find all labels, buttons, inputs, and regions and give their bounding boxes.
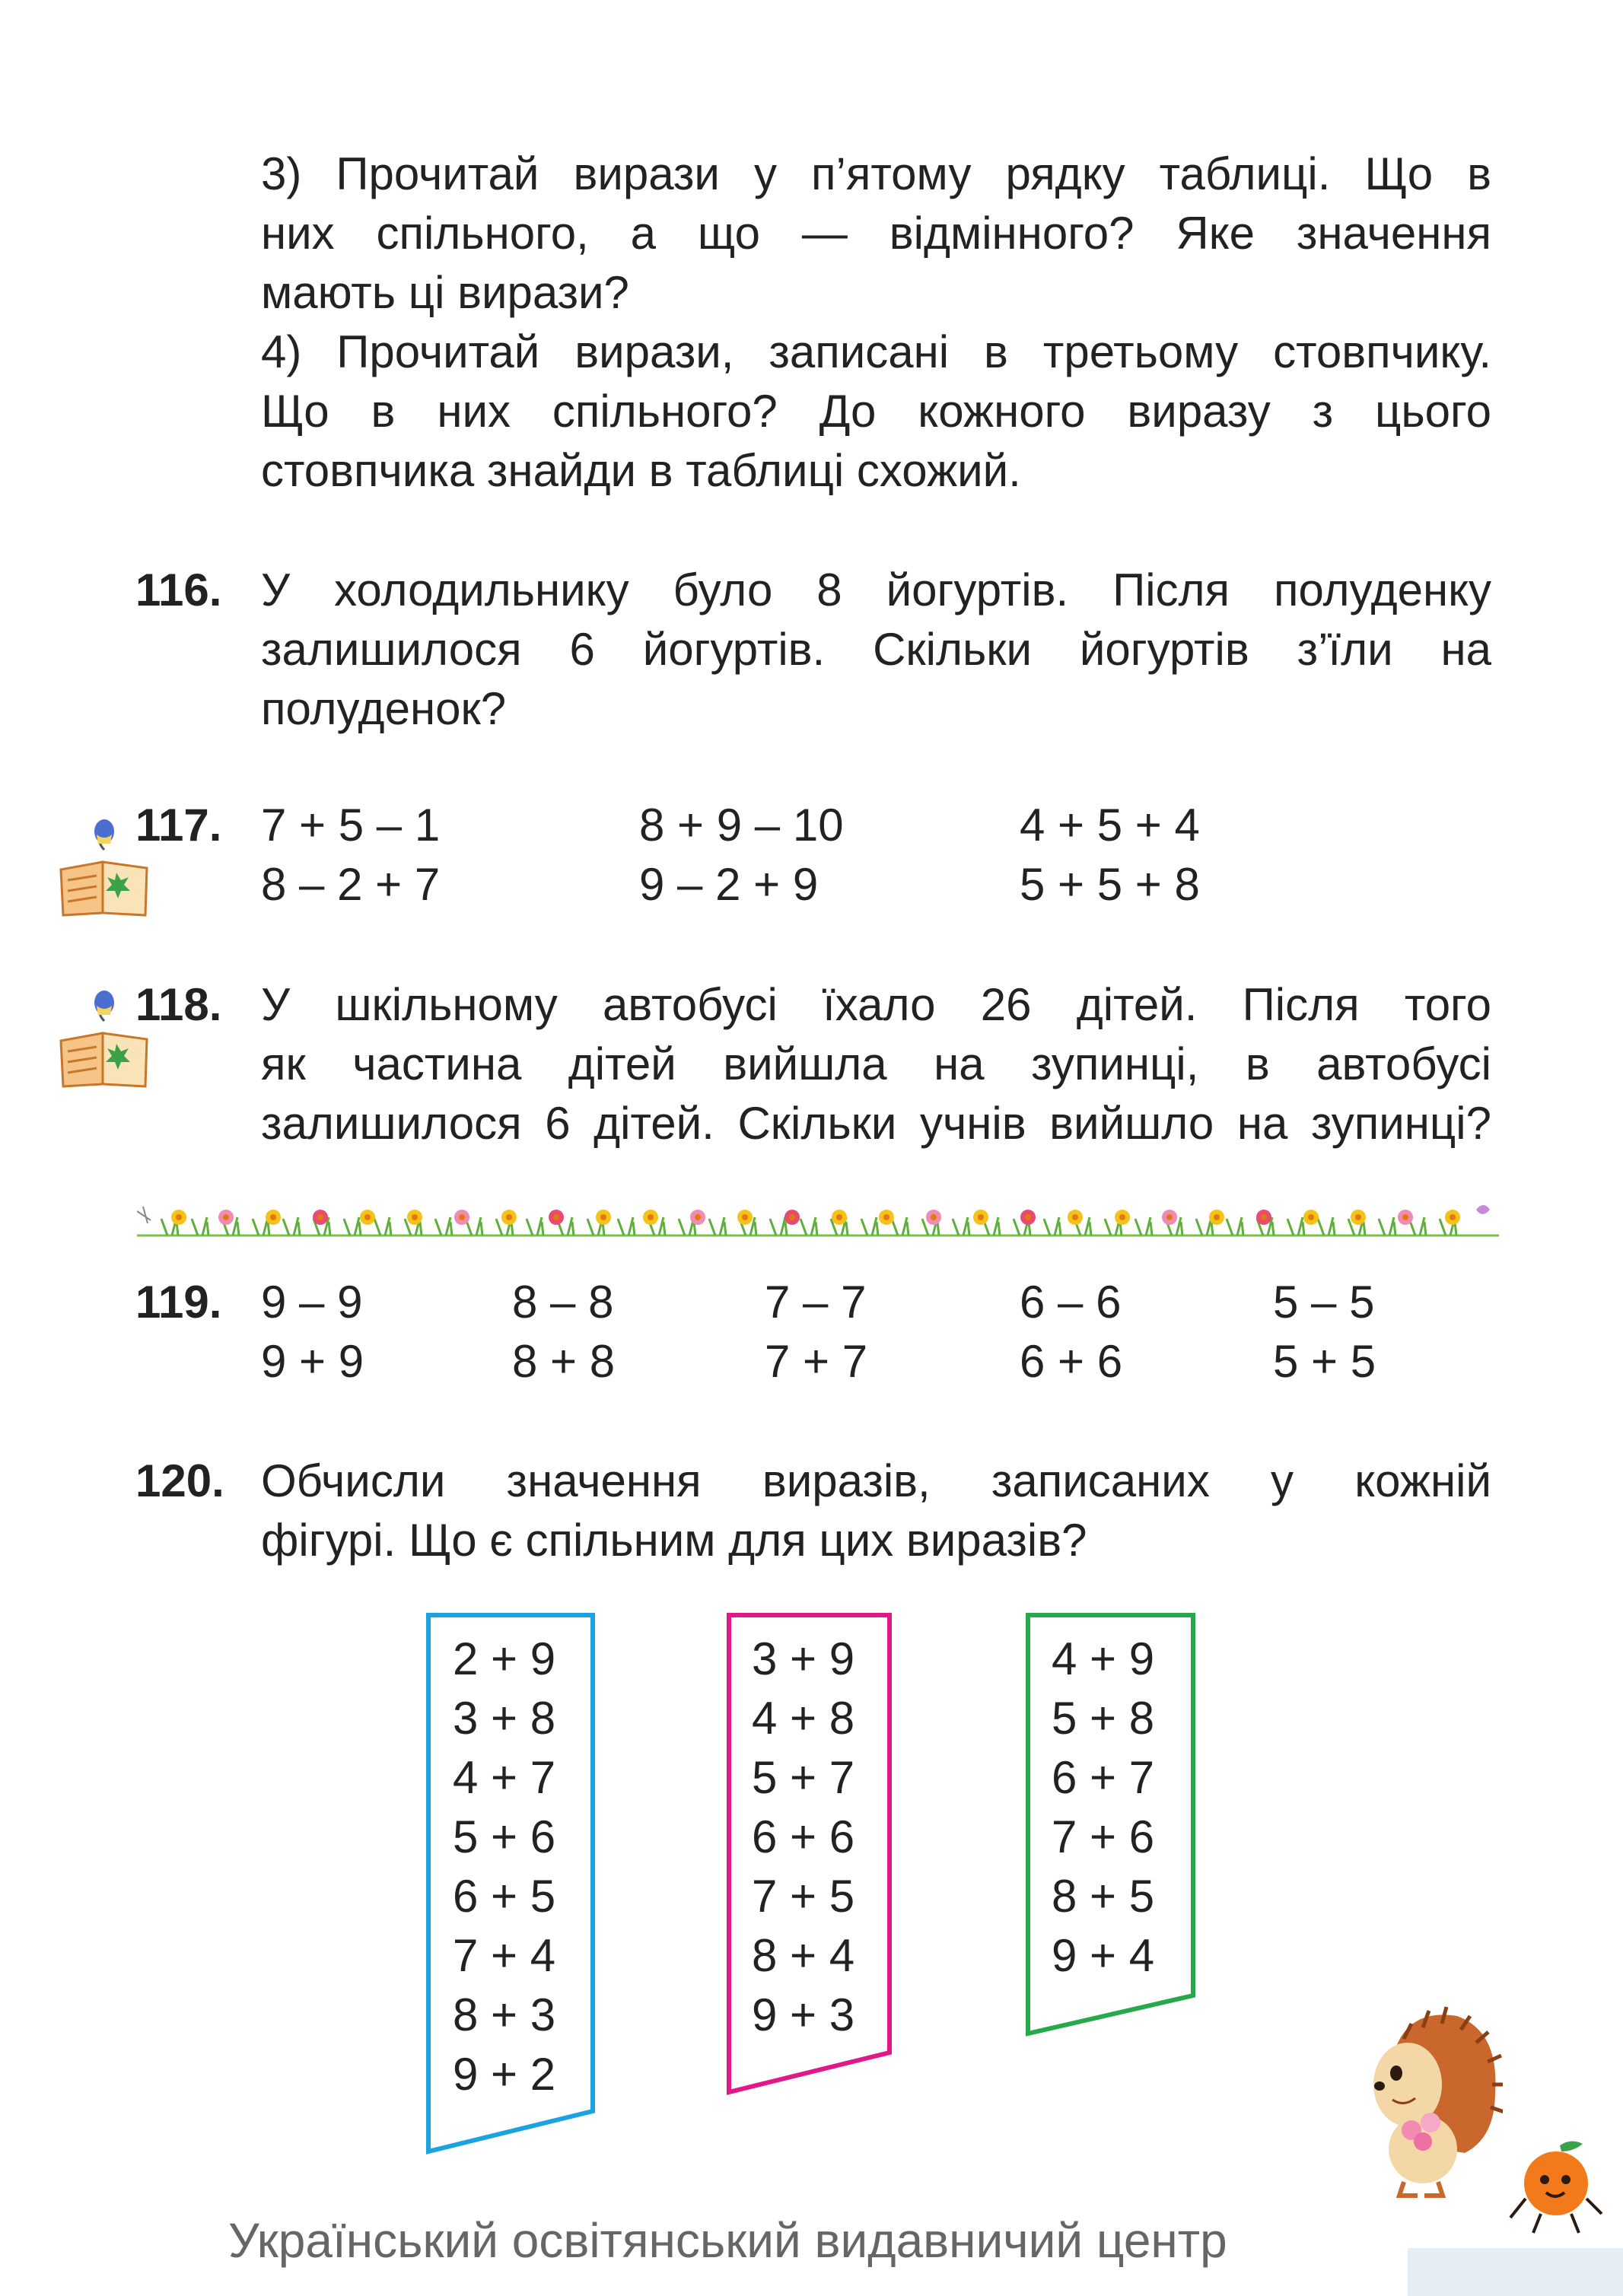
task-117-expressions [261, 796, 1250, 917]
task-118-text [261, 975, 1491, 1153]
figure-green [1026, 1613, 1198, 2039]
expression: 7 + 6 [1052, 1811, 1155, 1862]
expression: 7 + 5 [752, 1871, 855, 1922]
task-118-number: 118. [135, 979, 222, 1030]
figure-magenta [727, 1613, 894, 2100]
task-117-number: 117. [135, 800, 222, 851]
expression: 6 + 5 [453, 1871, 556, 1922]
task-116-line: полуденок? [261, 683, 507, 734]
task-118-line: як частина дітей вийшла на зупинці, в автобусі [261, 1038, 1491, 1089]
expression: 5 + 5 + 8 [1020, 859, 1200, 910]
expression: 9 + 3 [752, 1989, 855, 2040]
expression: 2 + 9 [453, 1633, 556, 1684]
intro-line: 3) Прочитай вирази у п’ятому рядку таблиці. Що в [261, 148, 1491, 199]
task-116-number: 116. [135, 564, 222, 615]
expression: 8 + 5 [1052, 1871, 1155, 1922]
publisher-footer: Український освітянський видавничий центр [228, 2213, 1227, 2268]
expression: 8 + 8 [512, 1336, 616, 1387]
intro-paragraph [261, 145, 1491, 501]
expression: 9 – 2 + 9 [639, 859, 819, 910]
expression: 8 – 8 [512, 1277, 614, 1328]
expression: 7 + 5 – 1 [261, 800, 441, 851]
task-120-text [261, 1452, 1491, 1570]
expression: 8 + 4 [752, 1930, 855, 1981]
figure-blue [426, 1613, 597, 2161]
expression: 4 + 9 [1052, 1633, 1155, 1684]
task-118-line: У шкільному автобусі їхало 26 дітей. Після того [261, 979, 1491, 1030]
expression: 9 – 9 [261, 1277, 363, 1328]
intro-line: Що в них спільного? До кожного виразу з цього [261, 386, 1491, 437]
task-116-text [261, 561, 1491, 739]
page-number-tab [1408, 2248, 1623, 2296]
expression: 5 + 6 [453, 1811, 556, 1862]
expression: 7 + 4 [453, 1930, 556, 1981]
task-119-number: 119. [135, 1277, 222, 1328]
orange-character-icon [1507, 2138, 1605, 2237]
task-120-number: 120. [135, 1455, 224, 1506]
intro-line: них спільного, а що — відмінного? Яке значення [261, 208, 1491, 259]
expression: 3 + 8 [453, 1693, 556, 1744]
task-118-line: залишилося 6 дітей. Скільки учнів вийшло на зупинці? [261, 1098, 1491, 1149]
task-120-line: фігурі. Що є спільним для цих виразів? [261, 1515, 1087, 1566]
expression: 7 + 7 [765, 1336, 868, 1387]
intro-line: стовпчика знайди в таблиці схожий. [261, 445, 1021, 496]
expression: 9 + 2 [453, 2049, 556, 2100]
task-116-line: залишилося 6 йогуртів. Скільки йогуртів з’їли на [261, 624, 1491, 675]
expression: 5 – 5 [1273, 1277, 1375, 1328]
expression: 3 + 9 [752, 1633, 855, 1684]
expression: 5 + 7 [752, 1752, 855, 1803]
expression: 4 + 8 [752, 1693, 855, 1744]
expression: 5 + 8 [1052, 1693, 1155, 1744]
expression: 6 + 7 [1052, 1752, 1155, 1803]
expression: 6 + 6 [752, 1811, 855, 1862]
intro-line: мають ці вирази? [261, 267, 629, 318]
expression: 8 + 9 – 10 [639, 800, 844, 851]
expression: 6 – 6 [1020, 1277, 1122, 1328]
expression: 9 + 4 [1052, 1930, 1155, 1981]
expression: 4 + 5 + 4 [1020, 800, 1200, 851]
expression: 8 + 3 [453, 1989, 556, 2040]
flower-border [137, 1196, 1499, 1242]
expression: 8 – 2 + 7 [261, 859, 441, 910]
expression: 5 + 5 [1273, 1336, 1376, 1387]
hedgehog-icon [1351, 2001, 1503, 2199]
expression: 6 + 6 [1020, 1336, 1123, 1387]
task-120-line: Обчисли значення виразів, записаних у кожній [261, 1455, 1491, 1506]
intro-line: 4) Прочитай вирази, записані в третьому стовпчику. [261, 326, 1491, 377]
expression: 7 – 7 [765, 1277, 867, 1328]
task-119-expressions [261, 1273, 1402, 1394]
task-116-line: У холодильнику було 8 йогуртів. Після полуденку [261, 564, 1491, 615]
expression: 4 + 7 [453, 1752, 556, 1803]
expression: 9 + 9 [261, 1336, 364, 1387]
